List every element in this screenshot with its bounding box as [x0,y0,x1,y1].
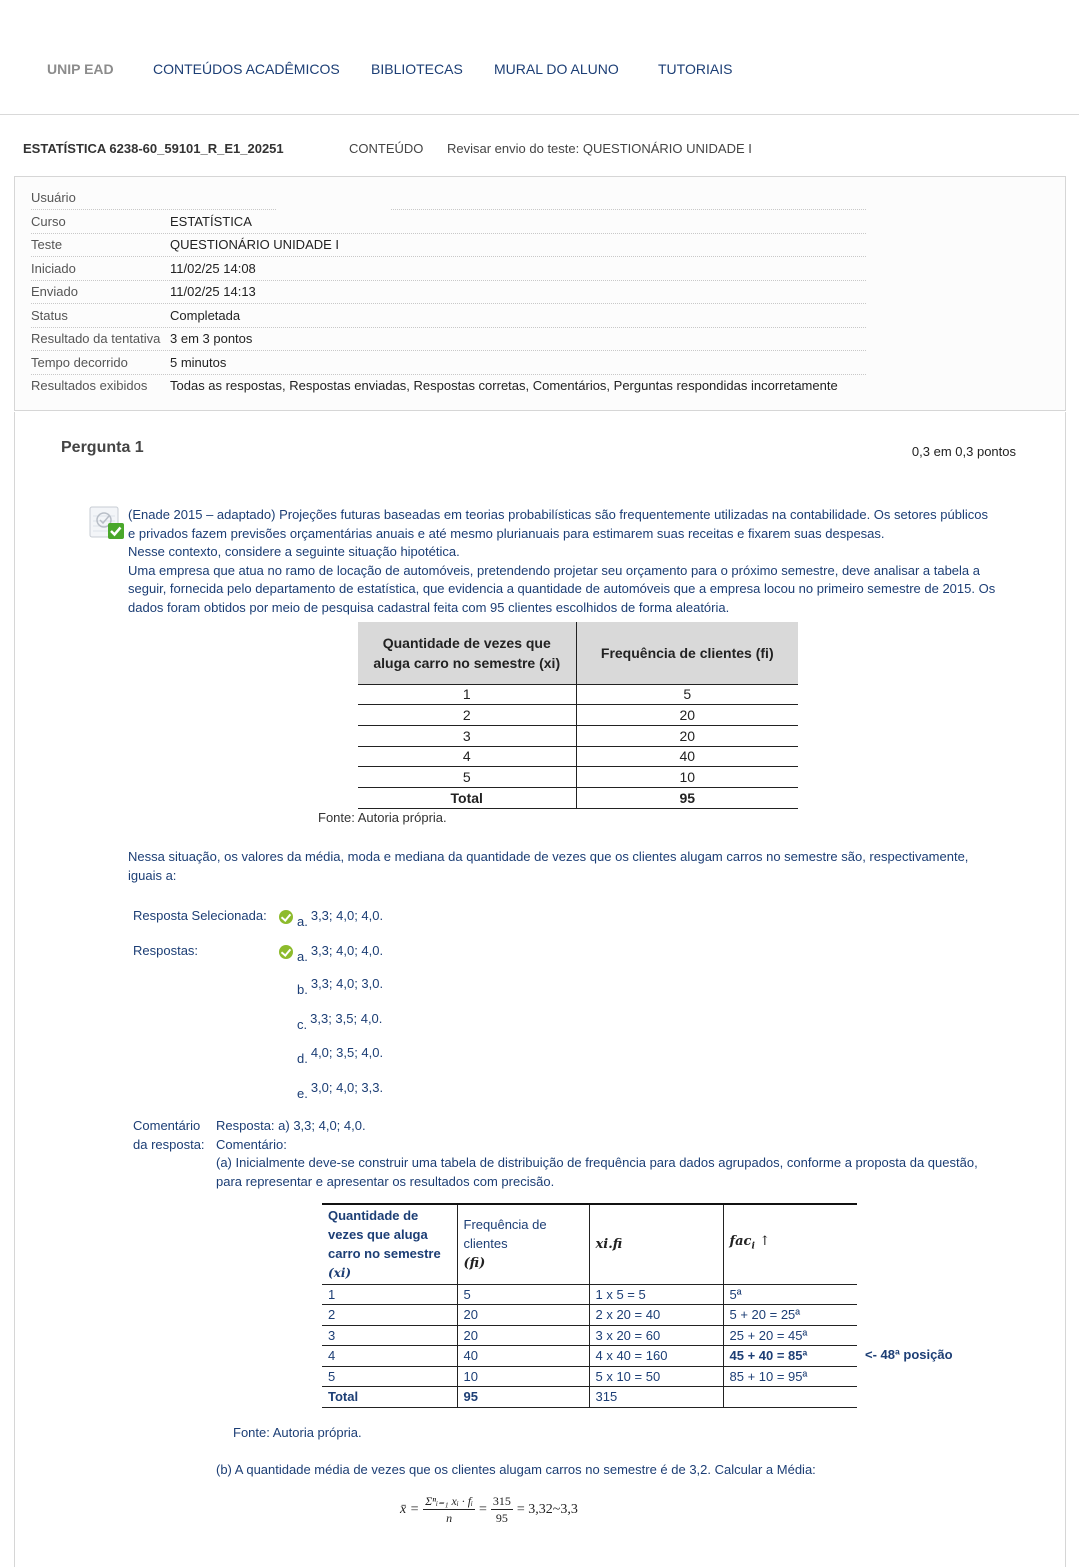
table-cell: 20 [576,725,798,746]
table-cell: 45 + 40 = 85ª [723,1346,857,1367]
table-source: Fonte: Autoria própria. [233,1425,362,1440]
table-row [358,705,798,726]
table-header: Quantidade de vezes que aluga carro no semestre (xi) [358,622,576,684]
table-cell: 5 x 10 = 50 [589,1366,723,1387]
table-cell: 3 x 20 = 60 [589,1325,723,1346]
median-position-note: <- 48ª posição [865,1347,953,1362]
table-cell: 10 [576,767,798,788]
info-value: 11/02/25 14:08 [170,260,256,276]
answer-text: 3,3; 4,0; 4,0. [310,943,384,958]
table-cell: 4 x 40 = 160 [589,1346,723,1367]
table-cell: 2 [322,1305,457,1326]
question-text [128,506,998,617]
question-1 [14,412,1066,1567]
question-prompt: Nessa situação, os valores da média, moda e mediana da quantidade de vezes que os clientes alugam carros no semestre são, respectivamente, iguais a: [128,849,969,883]
table-cell: 20 [457,1325,589,1346]
formula-numerator: Σⁿᵢ₌₁ xᵢ · fᵢ [425,1494,473,1508]
table-cell: 5 [322,1366,457,1387]
info-label: Enviado [31,284,78,299]
frequency-table [358,622,798,809]
question-paragraph: Nesse contexto, considere a seguinte situação hipotética. [128,544,460,559]
nav-conteudos-academicos[interactable]: CONTEÚDOS ACADÊMICOS [153,61,340,77]
table-cell: 95 [457,1387,589,1408]
table-row [322,1346,857,1367]
answer-letter: c. [297,1017,308,1032]
table-cell: 20 [457,1305,589,1326]
correct-check-icon [279,910,293,924]
nav-unip-ead[interactable]: UNIP EAD [47,61,114,77]
answer-text: 3,3; 4,0; 3,0. [310,976,384,991]
answer-letter: a. [297,914,308,929]
correct-question-icon [89,506,125,540]
table-cell: 5ª [723,1284,857,1305]
formula-fraction [423,1494,475,1526]
table-row [322,1305,857,1326]
table-cell: 2 [358,705,576,726]
info-label: Resultado da tentativa [31,331,161,346]
selected-answer-label: Resposta Selecionada: [133,908,267,923]
answer-option-a [279,941,383,963]
table-cell [723,1387,857,1408]
table-cell: 2 x 20 = 40 [589,1305,723,1326]
table-cell: 1 x 5 = 5 [589,1284,723,1305]
info-value: Todas as respostas, Respostas enviadas, Respostas corretas, Comentários, Perguntas respondidas incorretamente [170,378,838,393]
table-cell: 85 + 10 = 95ª [723,1366,857,1387]
formula-lhs: x̄ = [400,1502,420,1517]
formula-numerator: 315 [492,1494,511,1508]
answer-text: 4,0; 3,5; 4,0. [310,1045,384,1060]
table-header: fac$_i$ ↑ [723,1204,857,1284]
breadcrumb [0,141,1079,159]
table-cell: 5 [358,767,576,788]
table-cell: 4 [322,1346,457,1367]
table-row [322,1366,857,1387]
formula-fraction [491,1494,513,1526]
info-label: Tempo decorrido [31,354,128,370]
info-label: Iniciado [31,260,76,276]
table-row [322,1284,857,1305]
answer-letter: d. [297,1051,308,1066]
breadcrumb-page: Revisar envio do teste: QUESTIONÁRIO UNIDADE I [447,141,752,156]
answer-option-c [279,1011,382,1033]
top-navigation [0,0,1079,115]
comment-heading: Comentário: [216,1136,287,1152]
table-cell: 1 [322,1284,457,1305]
table-total-row [358,787,798,808]
info-label: Resultados exibidos [31,378,148,393]
table-cell: 5 [576,684,798,705]
table-row [358,767,798,788]
info-label: Status [31,307,68,323]
table-header: xi.fi [589,1204,723,1284]
breadcrumb-content[interactable]: CONTEÚDO [349,141,424,156]
table-cell: 5 + 20 = 25ª [723,1305,857,1326]
table-cell: 10 [457,1366,589,1387]
table-cell: Total [358,787,576,808]
nav-mural-do-aluno[interactable]: MURAL DO ALUNO [494,61,619,77]
comment-paragraph: (a) Inicialmente deve-se construir uma tabela de distribuição de frequência para dados agrupados, conforme a proposta da questão, para representar e apresentar os resultados com precisão. [216,1155,978,1189]
attempt-info-panel [14,176,1066,411]
formula-equals: = [478,1502,487,1517]
nav-tutoriais[interactable]: TUTORIAIS [658,61,733,77]
table-cell: 1 [358,684,576,705]
comment-answer: Resposta: a) 3,3; 4,0; 4,0. [216,1118,366,1133]
correct-check-icon [279,945,293,959]
table-cell: 20 [576,705,798,726]
mean-formula [400,1494,578,1526]
question-paragraph: Uma empresa que atua no ramo de locação de automóveis, pretendendo projetar seu orçamento para o próximo semestre, deve analisar a tabela a seguir, fornecida pelo departamento de estatística, que evidencia a quantidade de automóveis que a empresa locou no primeiro semestre de 2015. Os dados foram obtidos por meio de pesquisa cadastral feita com 95 clientes escolhidos de forma aleatória. [128,562,996,615]
table-cell: Total [322,1387,457,1408]
comment-part-b: (b) A quantidade média de vezes que os clientes alugam carros no semestre é de 3,2. Calcular a Média: [216,1462,816,1477]
info-value: 5 minutos [170,354,227,370]
answer-letter: a. [297,949,308,964]
breadcrumb-course[interactable]: ESTATÍSTICA 6238-60_59101_R_E1_20251 [23,141,284,156]
table-cell: 40 [576,746,798,767]
answer-text: 3,3; 3,5; 4,0. [310,1011,383,1026]
comment-text [216,1117,996,1191]
table-cell: 95 [576,787,798,808]
formula-denominator: 95 [495,1511,508,1525]
info-label: Curso [31,213,66,229]
formula-result: = 3,32~3,3 [516,1502,578,1517]
table-header: Frequência de clientes (fi) [576,622,798,684]
table-row [358,684,798,705]
answers-label: Respostas: [133,943,199,958]
table-row [358,725,798,746]
info-value: 3 em 3 pontos [170,331,253,346]
answer-text: 3,0; 4,0; 3,3. [310,1080,384,1095]
table-header: Quantidade de vezes que aluga carro no semestre (xi) [322,1204,457,1284]
table-total-row [322,1387,857,1408]
table-cell: 315 [589,1387,723,1408]
info-label: Usuário [31,190,76,205]
answer-option-d [279,1045,383,1067]
selected-answer [279,906,383,928]
answer-letter: b. [297,982,308,997]
table-cell: 40 [457,1346,589,1367]
question-title: Pergunta 1 [61,439,144,456]
info-value: Completada [170,307,241,323]
question-paragraph: (Enade 2015 – adaptado) Projeções futuras baseadas em teorias probabilísticas são frequentemente utilizadas na contabilidade. Os setores públicos e privados fazem previsões orçamentárias anuais e até mesmo plurianuais para estimarem suas receitas e fixarem suas despesas. [128,507,988,541]
comment-label: Comentário da resposta: [133,1118,205,1152]
question-points: 0,3 em 0,3 pontos [911,444,1016,459]
table-header: Frequência de clientes (fi) [457,1204,589,1284]
info-value: ESTATÍSTICA [170,213,252,229]
table-cell: 3 [322,1325,457,1346]
table-cell: 4 [358,746,576,767]
formula-denominator: n [446,1511,453,1525]
table-cell: 25 + 20 = 45ª [723,1325,857,1346]
answer-letter: e. [297,1086,308,1101]
info-value: QUESTIONÁRIO UNIDADE I [170,237,340,252]
info-value: 11/02/25 14:13 [170,284,256,299]
info-label: Teste [31,237,63,252]
answer-text: 3,3; 4,0; 4,0. [310,908,384,923]
table-cell: 5 [457,1284,589,1305]
table-source: Fonte: Autoria própria. [318,810,447,825]
answer-option-b [279,976,383,998]
answer-option-e [279,1080,383,1102]
table-cell: 3 [358,725,576,746]
table-row [358,746,798,767]
table-row [322,1325,857,1346]
cumulative-frequency-table [322,1203,857,1408]
nav-bibliotecas[interactable]: BIBLIOTECAS [371,61,463,77]
